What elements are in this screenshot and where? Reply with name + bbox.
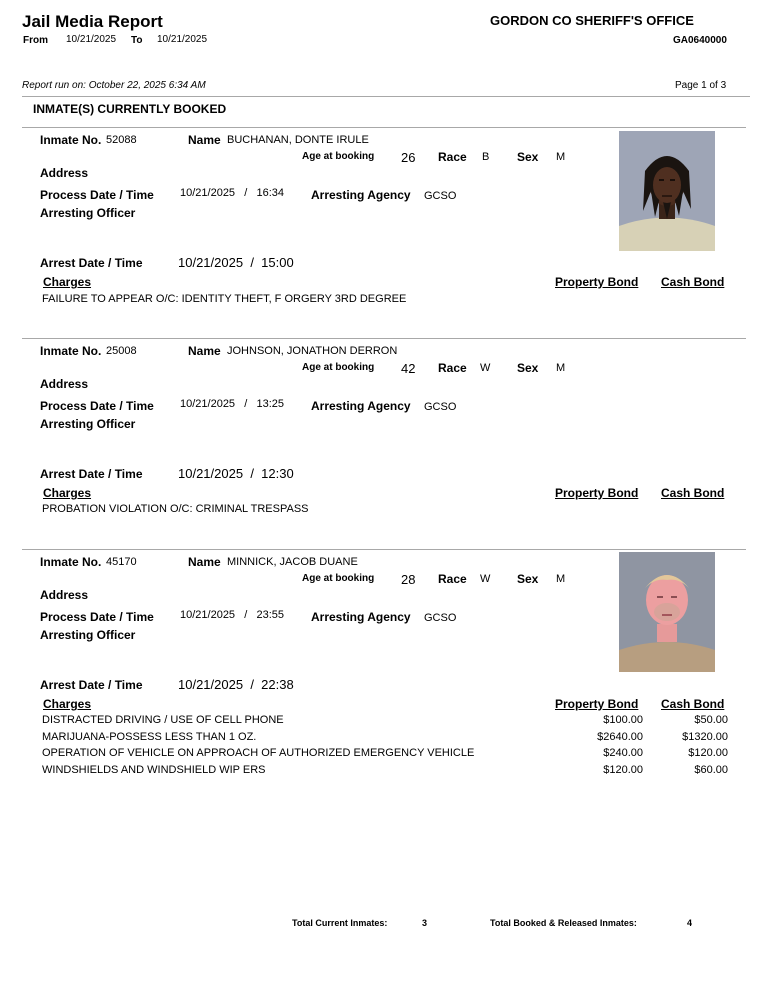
property-bond-header: Property Bond bbox=[555, 697, 639, 711]
section-divider bbox=[22, 127, 746, 128]
agency-name: GORDON CO SHERIFF'S OFFICE bbox=[490, 13, 694, 28]
mugshot-photo bbox=[619, 552, 715, 672]
cash-bond-value: $1320.00 bbox=[682, 731, 728, 743]
arrest-time: 22:38 bbox=[261, 677, 294, 692]
age-label: Age at booking bbox=[302, 573, 375, 584]
arresting-officer-label: Arresting Officer bbox=[40, 206, 136, 220]
inmate-no-value: 52088 bbox=[106, 134, 137, 146]
address-label: Address bbox=[40, 166, 89, 180]
race-label: Race bbox=[438, 150, 467, 164]
arrest-time: 12:30 bbox=[261, 466, 294, 481]
cash-bond-value: $60.00 bbox=[694, 764, 728, 776]
age-value: 42 bbox=[401, 361, 416, 376]
charge-text: DISTRACTED DRIVING / USE OF CELL PHONE bbox=[42, 714, 284, 726]
charges-header: Charges bbox=[43, 275, 92, 289]
race-value: W bbox=[480, 573, 491, 585]
race-label: Race bbox=[438, 572, 467, 586]
race-value: B bbox=[482, 151, 490, 163]
name-value: MINNICK, JACOB DUANE bbox=[227, 556, 358, 568]
name-label: Name bbox=[188, 344, 221, 358]
sex-label: Sex bbox=[517, 572, 539, 586]
arrest-label: Arrest Date / Time bbox=[40, 256, 143, 270]
sex-value: M bbox=[556, 362, 566, 374]
cash-bond-header: Cash Bond bbox=[661, 486, 725, 500]
slash: / bbox=[244, 609, 248, 621]
inmate-no-value: 25008 bbox=[106, 345, 137, 357]
record-divider bbox=[22, 549, 746, 550]
arresting-agency-label: Arresting Agency bbox=[311, 399, 411, 413]
process-label: Process Date / Time bbox=[40, 188, 154, 202]
arrest-time: 15:00 bbox=[261, 255, 294, 270]
header-divider bbox=[22, 96, 750, 97]
charge-text: OPERATION OF VEHICLE ON APPROACH OF AUTHORIZED EMERGENCY VEHICLE bbox=[42, 747, 475, 759]
slash: / bbox=[244, 187, 248, 199]
run-on-value: October 22, 2025 6:34 AM bbox=[88, 80, 206, 91]
property-bond-value: $100.00 bbox=[603, 714, 643, 726]
inmate-no-label: Inmate No. bbox=[40, 555, 102, 569]
arresting-agency-label: Arresting Agency bbox=[311, 610, 411, 624]
slash: / bbox=[250, 466, 254, 481]
inmate-no-label: Inmate No. bbox=[40, 344, 102, 358]
address-label: Address bbox=[40, 377, 89, 391]
arrest-date: 10/21/2025 bbox=[178, 677, 244, 692]
record-divider bbox=[22, 338, 746, 339]
process-time: 13:25 bbox=[256, 398, 284, 410]
process-date: 10/21/2025 bbox=[180, 398, 236, 410]
charges-header: Charges bbox=[43, 697, 92, 711]
property-bond-header: Property Bond bbox=[555, 275, 639, 289]
total-booked-released-value: 4 bbox=[687, 918, 693, 928]
sex-value: M bbox=[556, 151, 566, 163]
arresting-officer-label: Arresting Officer bbox=[40, 417, 136, 431]
arresting-officer-label: Arresting Officer bbox=[40, 628, 136, 642]
arrest-value bbox=[178, 677, 294, 692]
age-value: 26 bbox=[401, 150, 416, 165]
property-bond-value: $120.00 bbox=[603, 764, 643, 776]
arresting-agency-value: GCSO bbox=[424, 401, 457, 413]
race-value: W bbox=[480, 362, 491, 374]
to-date: 10/21/2025 bbox=[157, 34, 208, 45]
cash-bond-value: $120.00 bbox=[688, 747, 728, 759]
address-label: Address bbox=[40, 588, 89, 602]
process-date: 10/21/2025 bbox=[180, 609, 236, 621]
age-label: Age at booking bbox=[302, 151, 375, 162]
name-label: Name bbox=[188, 133, 221, 147]
arrest-label: Arrest Date / Time bbox=[40, 467, 143, 481]
from-date: 10/21/2025 bbox=[66, 34, 117, 45]
inmate-no-label: Inmate No. bbox=[40, 133, 102, 147]
arrest-value bbox=[178, 255, 294, 270]
name-value: BUCHANAN, DONTE IRULE bbox=[227, 134, 369, 146]
name-value: JOHNSON, JONATHON DERRON bbox=[227, 345, 398, 357]
cash-bond-value: $50.00 bbox=[694, 714, 728, 726]
from-label: From bbox=[23, 35, 48, 46]
name-label: Name bbox=[188, 555, 221, 569]
arresting-agency-value: GCSO bbox=[424, 612, 457, 624]
race-label: Race bbox=[438, 361, 467, 375]
inmate-no-value: 45170 bbox=[106, 556, 137, 568]
process-label: Process Date / Time bbox=[40, 610, 154, 624]
total-current-value: 3 bbox=[422, 918, 428, 928]
arrest-date: 10/21/2025 bbox=[178, 466, 244, 481]
to-label: To bbox=[131, 35, 143, 46]
age-label: Age at booking bbox=[302, 362, 375, 373]
process-time: 23:55 bbox=[256, 609, 284, 621]
arrest-label: Arrest Date / Time bbox=[40, 678, 143, 692]
arresting-agency-label: Arresting Agency bbox=[311, 188, 411, 202]
property-bond-header: Property Bond bbox=[555, 486, 639, 500]
page-indicator: Page 1 of 3 bbox=[675, 80, 727, 91]
total-booked-released-label: Total Booked & Released Inmates: bbox=[490, 918, 637, 928]
process-label: Process Date / Time bbox=[40, 399, 154, 413]
slash: / bbox=[250, 255, 254, 270]
property-bond-value: $2640.00 bbox=[597, 731, 643, 743]
slash: / bbox=[250, 677, 254, 692]
charges-header: Charges bbox=[43, 486, 92, 500]
process-value bbox=[180, 609, 284, 621]
arrest-date: 10/21/2025 bbox=[178, 255, 244, 270]
arrest-value bbox=[178, 466, 294, 481]
property-bond-value: $240.00 bbox=[603, 747, 643, 759]
slash: / bbox=[244, 398, 248, 410]
sex-value: M bbox=[556, 573, 566, 585]
cash-bond-header: Cash Bond bbox=[661, 275, 725, 289]
charge-text: WINDSHIELDS AND WINDSHIELD WIP ERS bbox=[42, 764, 266, 776]
agency-code: GA0640000 bbox=[673, 35, 727, 46]
mugshot-photo bbox=[619, 131, 715, 251]
charge-text: PROBATION VIOLATION O/C: CRIMINAL TRESPASS bbox=[42, 503, 309, 515]
charge-text: FAILURE TO APPEAR O/C: IDENTITY THEFT, F ORGERY 3RD DEGREE bbox=[42, 293, 407, 305]
sex-label: Sex bbox=[517, 361, 539, 375]
charge-text: MARIJUANA-POSSESS LESS THAN 1 OZ. bbox=[42, 731, 257, 743]
report-title: Jail Media Report bbox=[22, 12, 163, 31]
process-time: 16:34 bbox=[256, 187, 284, 199]
process-value bbox=[180, 187, 284, 199]
run-on-label: Report run on: bbox=[22, 80, 86, 91]
report-run-on bbox=[22, 80, 206, 91]
cash-bond-header: Cash Bond bbox=[661, 697, 725, 711]
process-value bbox=[180, 398, 284, 410]
section-title: INMATE(S) CURRENTLY BOOKED bbox=[33, 102, 227, 116]
process-date: 10/21/2025 bbox=[180, 187, 236, 199]
arresting-agency-value: GCSO bbox=[424, 190, 457, 202]
total-current-label: Total Current Inmates: bbox=[292, 918, 388, 928]
age-value: 28 bbox=[401, 572, 416, 587]
sex-label: Sex bbox=[517, 150, 539, 164]
